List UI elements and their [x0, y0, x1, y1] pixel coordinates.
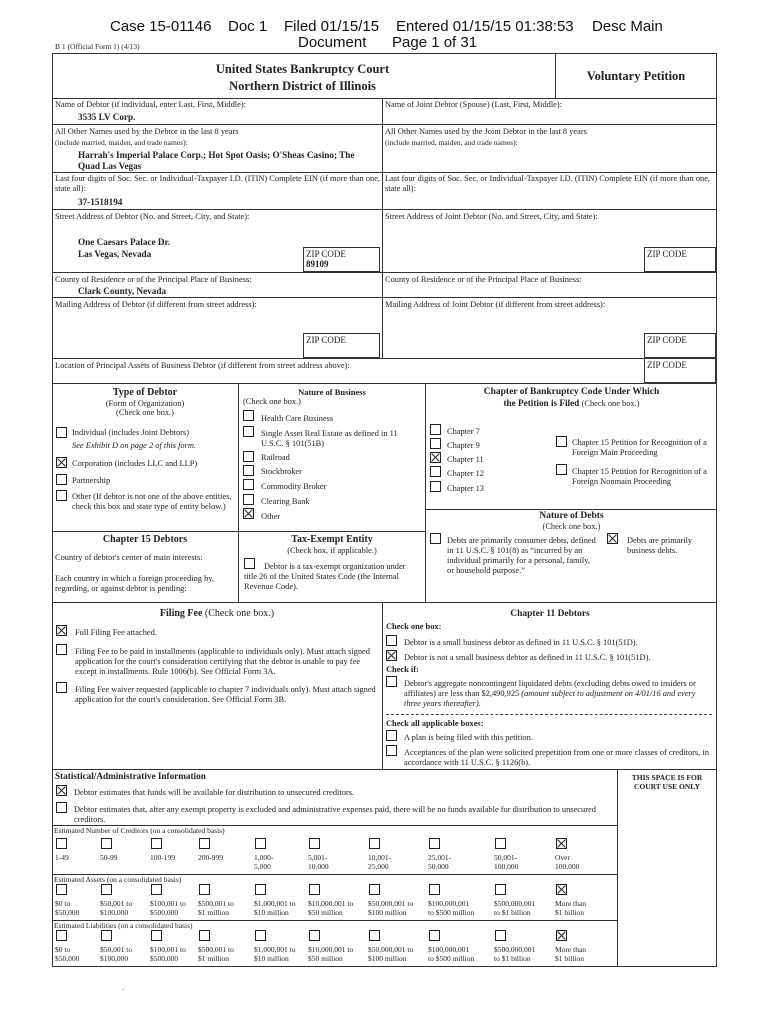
health-care-checkbox[interactable]: [243, 410, 254, 421]
liabilities-checkbox[interactable]: [556, 930, 567, 941]
liabilities-option-label: $100,001 to $500,000: [150, 945, 186, 963]
joint-zip-label: ZIP CODE: [647, 249, 687, 259]
other-names: Harrah's Imperial Palace Corp.; Hot Spot Oasis; O'Sheas Casino; The Quad Las Vegas: [78, 150, 355, 171]
court-use-label: THIS SPACE IS FOR COURT USE ONLY: [631, 773, 703, 791]
creditors-option-label: 200-999: [198, 853, 223, 862]
creditors-checkbox[interactable]: [255, 838, 266, 849]
nature-debts-sub: (Check one box.): [542, 522, 601, 531]
mailing-zip-label: ZIP CODE: [306, 335, 346, 345]
page-number: Page 1 of 31: [392, 34, 478, 51]
assets-option-label: $0 to $50,000: [55, 899, 80, 917]
zip-value: 89109: [306, 259, 329, 269]
street-line1: One Caesars Palace Dr.: [78, 237, 171, 247]
business-debts-label: Debts are primarily business debts.: [627, 536, 693, 555]
assets-option-label: $50,000,001 to $100 million: [368, 899, 414, 917]
plan-filed-checkbox[interactable]: [386, 730, 397, 741]
creditors-option-label: 50-99: [100, 853, 118, 862]
assets-option-label: $100,000,001 to $500 million: [428, 899, 475, 917]
creditors-checkbox[interactable]: [556, 838, 567, 849]
assets-checkbox[interactable]: [556, 884, 567, 895]
funds-available-checkbox[interactable]: [56, 785, 67, 796]
individual-note: See Exhibit D on page 2 of this form.: [72, 441, 196, 450]
assets-checkbox[interactable]: [495, 884, 506, 895]
liabilities-checkbox[interactable]: [309, 930, 320, 941]
liabilities-option-label: $50,000,001 to $100 million: [368, 945, 414, 963]
ch11-check-if: Check if:: [386, 665, 419, 674]
fee-waiver-checkbox[interactable]: [56, 682, 67, 693]
acceptances-label: Acceptances of the plan were solicited prepetition from one or more classes of creditors, in accordance with 11 U.S.C. § 1126(b).: [404, 748, 709, 767]
ch15-country-label: Country of debtor's center of main interests:: [55, 553, 203, 562]
no-funds-label: Debtor estimates that, after any exempt property is excluded and administrative expenses paid, there will be no funds available for distribution to unsecured creditors.: [74, 805, 596, 824]
location-label: Location of Principal Assets of Business Debtor (if different from street address above):: [55, 361, 350, 370]
chapter-15-main-checkbox[interactable]: [556, 436, 567, 447]
chapter-11-label: Chapter 11: [447, 455, 484, 464]
liabilities-option-label: $0 to $50,000: [55, 945, 80, 963]
joint-other-names-label: All Other Names used by the Joint Debtor in the last 8 years: [385, 127, 587, 136]
assets-option-label: $1,000,001 to $10 million: [254, 899, 296, 917]
creditors-option-label: 1-49: [55, 853, 69, 862]
installments-checkbox[interactable]: [56, 644, 67, 655]
creditors-option-label: 10,001- 25,000: [368, 853, 392, 871]
chapter-title2-wrap: [426, 398, 717, 409]
chapter-12-label: Chapter 12: [447, 469, 484, 478]
other-entity-label: Other (If debtor is not one of the above entities, check this box and state type of entity below.): [72, 492, 232, 511]
district-title: Northern District of Illinois: [229, 79, 376, 93]
fee-waiver-label: Filing Fee waiver requested (applicable to chapter 7 individuals only). Must attach signed application for the court's consideration. See Official Form 3B.: [75, 685, 376, 704]
installments-label: Filing Fee to be paid in installments (applicable to individuals only). Must attach signed application for the court's consideration certifying that the debtor is unable to pay fee except in installments. Rule 1006(b). See Official Form 3A.: [75, 647, 370, 676]
plan-filed-label: A plan is being filed with this petition.: [404, 733, 533, 742]
railroad-checkbox[interactable]: [243, 451, 254, 462]
chapter-7-label: Chapter 7: [447, 427, 480, 436]
chapter-13-checkbox[interactable]: [430, 481, 441, 492]
county-label: County of Residence or of the Principal Place of Business:: [55, 275, 252, 284]
small-business-checkbox[interactable]: [386, 635, 397, 646]
assets-checkbox[interactable]: [255, 884, 266, 895]
joint-mailing-zip-label: ZIP CODE: [647, 335, 687, 345]
creditors-checkbox[interactable]: [309, 838, 320, 849]
liabilities-checkbox[interactable]: [56, 930, 67, 941]
liabilities-checkbox[interactable]: [151, 930, 162, 941]
chapter-9-label: Chapter 9: [447, 441, 480, 450]
creditors-option-label: 100-199: [150, 853, 175, 862]
assets-option-label: $10,000,001 to $50 million: [308, 899, 354, 917]
case-number: Case 15-01146: [110, 18, 212, 35]
petition-title: Voluntary Petition: [586, 69, 686, 83]
assets-option-label: More than $1 billion: [555, 899, 587, 917]
full-fee-checkbox[interactable]: [56, 625, 67, 636]
joint-county-label: County of Residence or of the Principal Place of Business:: [385, 275, 582, 284]
single-asset-checkbox[interactable]: [243, 426, 254, 437]
liabilities-checkbox[interactable]: [495, 930, 506, 941]
chapter-15-nonmain-label: Chapter 15 Petition for Recognition of a Foreign Nonmain Proceeding: [572, 467, 707, 486]
aggregate-debts-italic: (amount subject to adjustment on 4/01/16 and every three years thereafter).: [404, 689, 696, 708]
other-names-sub: (include married, maiden, and trade names):: [55, 138, 188, 147]
small-business-label: Debtor is a small business debtor as defined in 11 U.S.C. § 101(51D).: [404, 638, 638, 647]
creditors-checkbox[interactable]: [369, 838, 380, 849]
ch11-debtors-title: Chapter 11 Debtors: [510, 609, 590, 619]
chapter-11-checkbox[interactable]: [430, 452, 441, 463]
liabilities-option-label: $10,000,001 to $50 million: [308, 945, 354, 963]
chapter-title2: the Petition is Filed: [503, 398, 580, 408]
desc-main: Desc Main: [592, 18, 663, 35]
joint-mailing-zip-box: [644, 333, 716, 358]
nature-business-title: Nature of Business: [298, 387, 366, 397]
assets-option-label: $500,001 to $1 million: [198, 899, 234, 917]
liabilities-label: Estimated Liabilities (on a consolidated basis): [54, 921, 193, 930]
liabilities-option-label: $500,001 to $1 million: [198, 945, 234, 963]
county-value: Clark County, Nevada: [78, 286, 167, 296]
no-funds-checkbox[interactable]: [56, 802, 67, 813]
creditors-checkbox[interactable]: [495, 838, 506, 849]
stockbroker-checkbox[interactable]: [243, 465, 254, 476]
clearing-bank-label: Clearing Bank: [261, 497, 310, 506]
liabilities-option-label: $50,001 to $100,000: [100, 945, 133, 963]
filing-fee-sub: (Check one box.): [204, 608, 275, 619]
joint-other-names-sub: (include married, maiden, and trade names):: [385, 138, 518, 147]
other-business-checkbox[interactable]: [243, 508, 254, 519]
other-entity-checkbox[interactable]: [56, 490, 67, 501]
liabilities-checkbox[interactable]: [369, 930, 380, 941]
assets-checkbox[interactable]: [199, 884, 210, 895]
ein-value: 37-1518194: [78, 197, 123, 207]
individual-label: Individual (includes Joint Debtors): [72, 428, 189, 437]
type-of-debtor-sub1: (Form of Organization): [105, 399, 185, 408]
nature-business-sub: (Check one box.): [243, 397, 301, 406]
nature-debts-title: Nature of Debts: [539, 511, 604, 521]
filed-date: Filed 01/15/15: [284, 18, 380, 35]
ch11-check-all: Check all applicable boxes:: [386, 719, 484, 728]
liabilities-checkbox[interactable]: [429, 930, 440, 941]
chapter-7-checkbox[interactable]: [430, 424, 441, 435]
clearing-bank-checkbox[interactable]: [243, 494, 254, 505]
liabilities-option-label: $100,000,001 to $500 million: [428, 945, 475, 963]
joint-ein-label: Last four digits of Soc. Sec. or Individual-Taxpayer I.D. (ITIN) Complete EIN (if more than one, state all):: [385, 174, 711, 193]
other-names-label: All Other Names used by the Debtor in the last 8 years: [55, 127, 239, 136]
ch15-pending-label: Each country in which a foreign proceeding by, regarding, or against debtor is pending:: [55, 574, 214, 593]
joint-mailing-label: Mailing Address of Joint Debtor (if different from street address):: [385, 300, 606, 309]
commodity-broker-checkbox[interactable]: [243, 479, 254, 490]
liabilities-checkbox[interactable]: [199, 930, 210, 941]
location-zip-box: [644, 358, 716, 383]
joint-zip-box: [644, 247, 716, 272]
health-care-label: Health Care Business: [261, 414, 334, 423]
ch15-debtors-title: Chapter 15 Debtors: [102, 534, 188, 545]
corporation-label: Corporation (includes LLC and LLP): [72, 459, 198, 468]
zip-label: ZIP CODE: [306, 249, 346, 259]
aggregate-debts-label: Debtor's aggregate noncontingent liquidated debts (excluding debts owed to insiders or affiliates) are less than $2,490,925: [404, 679, 696, 698]
zip-box: [303, 247, 380, 272]
commodity-broker-label: Commodity Broker: [261, 482, 327, 491]
location-zip-label: ZIP CODE: [647, 360, 687, 370]
entered-date: Entered 01/15/15 01:38:53: [396, 18, 574, 35]
assets-checkbox[interactable]: [101, 884, 112, 895]
ch11-check-one: Check one box:: [386, 622, 442, 631]
consumer-debts-label: Debts are primarily consumer debts, defined in 11 U.S.C. § 101(8) as “incurred by an individual primarily for a personal, family, or household purpose.”: [447, 536, 596, 575]
creditors-option-label: 1,000- 5,000: [254, 853, 274, 871]
stray-mark: .: [122, 983, 124, 992]
statistical-title: Statistical/Administrative Information: [55, 771, 206, 781]
chapter-13-label: Chapter 13: [447, 484, 484, 493]
tax-exempt-label: Debtor is a tax-exempt organization under title 26 of the United States Code (the Internal Revenue Code).: [244, 562, 406, 591]
liabilities-option-label: $1,000,001 to $10 million: [254, 945, 296, 963]
tax-exempt-sub: (Check box, if applicable.): [287, 546, 377, 555]
liabilities-checkbox[interactable]: [255, 930, 266, 941]
doc-number: Doc 1: [228, 18, 268, 35]
acceptances-checkbox[interactable]: [386, 745, 397, 756]
creditors-checkbox[interactable]: [56, 838, 67, 849]
single-asset-label: Single Asset Real Estate as defined in 11 U.S.C. § 101(51B): [261, 429, 398, 448]
individual-checkbox[interactable]: [56, 427, 67, 438]
assets-option-label: $50,001 to $100,000: [100, 899, 133, 917]
business-debts-checkbox[interactable]: [607, 533, 618, 544]
not-small-business-checkbox[interactable]: [386, 650, 397, 661]
joint-street-label: Street Address of Joint Debtor (No. and Street, City, and State):: [385, 212, 598, 221]
creditors-checkbox[interactable]: [199, 838, 210, 849]
creditors-option-label: 25,001- 50,000: [428, 853, 452, 871]
aggregate-debts-wrap: [404, 679, 712, 709]
mailing-zip-box: [303, 333, 380, 358]
liabilities-option-label: More than $1 billion: [555, 945, 587, 963]
corporation-checkbox[interactable]: [56, 457, 67, 468]
chapter-sub: (Check one box.): [581, 399, 640, 408]
partnership-checkbox[interactable]: [56, 474, 67, 485]
assets-checkbox[interactable]: [151, 884, 162, 895]
chapter-title1: Chapter of Bankruptcy Code Under Which: [483, 387, 660, 397]
assets-checkbox[interactable]: [429, 884, 440, 895]
aggregate-debts-checkbox[interactable]: [386, 676, 397, 687]
creditors-option-label: 5,001- 10,000: [308, 853, 329, 871]
creditors-option-label: Over 100,000: [555, 853, 580, 871]
assets-label: Estimated Assets (on a consolidated basis): [54, 875, 182, 884]
tax-exempt-title: Tax-Exempt Entity: [291, 534, 373, 545]
creditors-option-label: 50,001- 100,000: [494, 853, 519, 871]
ch11-divider: [386, 714, 712, 715]
debtor-name: 3535 LV Corp.: [78, 112, 136, 122]
creditors-checkbox[interactable]: [151, 838, 162, 849]
railroad-label: Railroad: [261, 453, 290, 462]
form-reference: B 1 (Official Form 1) (4/13): [55, 42, 140, 51]
street-label: Street Address of Debtor (No. and Street, City, and State):: [55, 212, 250, 221]
mailing-label: Mailing Address of Debtor (if different from street address):: [55, 300, 257, 309]
chapter-12-checkbox[interactable]: [430, 466, 441, 477]
type-of-debtor-sub2: (Check one box.): [116, 408, 174, 417]
debtor-name-label: Name of Debtor (if individual, enter Last, First, Middle):: [55, 100, 246, 109]
chapter-9-checkbox[interactable]: [430, 438, 441, 449]
chapter-15-main-label: Chapter 15 Petition for Recognition of a Foreign Main Proceeding: [572, 438, 707, 457]
chapter-15-nonmain-checkbox[interactable]: [556, 464, 567, 475]
consumer-debts-checkbox[interactable]: [430, 533, 441, 544]
street-line2: Las Vegas, Nevada: [78, 249, 152, 259]
partnership-label: Partnership: [72, 476, 111, 485]
assets-option-label: $100,001 to $500,000: [150, 899, 186, 917]
joint-debtor-name-label: Name of Joint Debtor (Spouse) (Last, First, Middle):: [385, 100, 563, 109]
filing-fee-title: Filing Fee: [159, 608, 203, 619]
assets-checkbox[interactable]: [56, 884, 67, 895]
other-business-label: Other: [261, 512, 281, 521]
filing-fee-title-wrap: [52, 608, 382, 619]
assets-checkbox[interactable]: [369, 884, 380, 895]
stockbroker-label: Stockbroker: [261, 467, 302, 476]
creditors-checkbox[interactable]: [101, 838, 112, 849]
assets-option-label: $500,000,001 to $1 billion: [494, 899, 536, 917]
creditors-label: Estimated Number of Creditors (on a consolidated basis): [54, 826, 225, 835]
not-small-business-label: Debtor is not a small business debtor as defined in 11 U.S.C. § 101(51D).: [404, 653, 651, 662]
liabilities-option-label: $500,000,001 to $1 billion: [494, 945, 536, 963]
assets-checkbox[interactable]: [309, 884, 320, 895]
type-of-debtor-title: Type of Debtor: [112, 387, 178, 398]
ein-label: Last four digits of Soc. Sec. or Individual-Taxpayer I.D. (ITIN) Complete EIN (if more than one, state all):: [55, 174, 381, 193]
document-label: Document: [298, 34, 367, 51]
funds-available-label: Debtor estimates that funds will be available for distribution to unsecured creditors.: [74, 788, 355, 797]
court-title: United States Bankruptcy Court: [215, 62, 390, 76]
creditors-checkbox[interactable]: [429, 838, 440, 849]
full-fee-label: Full Filing Fee attached.: [75, 628, 157, 637]
liabilities-checkbox[interactable]: [101, 930, 112, 941]
